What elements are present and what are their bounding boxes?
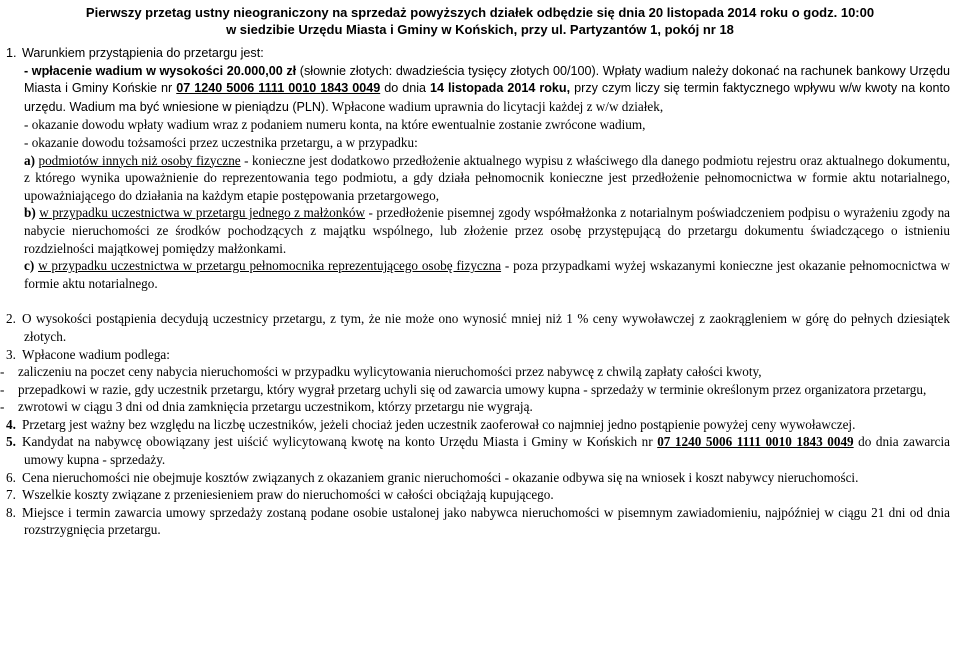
wadium-text-3: Wpłacone wadium uprawnia do licytacji każdej z w/w działek, [328, 98, 664, 114]
section-8 [0, 504, 960, 539]
item-b-text: - przedłożenie pisemnej zgody współmałżonka z notarialnym poświadczeniem podpisu o wyrażeniu zgody na nabycie nieruchomości ze środków pochodzących z majątku wspólnego, lub złożenie przez osobę przystępującą do przetargu dokumentu świadczącego o istnieniu rozdzielności majątkowej pomiędzy małżonkami. [24, 205, 951, 256]
section-4 [0, 416, 960, 434]
section-6-text: Cena nieruchomości nie obejmuje kosztów związanych z okazaniem granic nieruchomości - okazanie odbywa się na wniosek i koszt nabywcy nieruchomości. [22, 469, 859, 485]
item-a-underlined: podmiotów innych niż osoby fizyczne [38, 152, 241, 168]
item-c-underlined: w przypadku uczestnictwa w przetargu pełnomocnika reprezentującego osobę fizyczna [38, 258, 502, 274]
section-8-text: Miejsce i termin zawarcia umowy sprzedaży zostaną podane osobie ustalonej jako nabywca nieruchomości w pisemnym zawiadomieniu, najpóźniej w ciągu 21 dni od dnia rozstrzygnięcia przetargu. [22, 504, 950, 538]
section-8-number: 8. [6, 504, 16, 520]
item-b-underlined: w przypadku uczestnictwa w przetargu jednego z małżonków [39, 205, 366, 221]
section-1-title [0, 45, 960, 63]
dash-marker: - [0, 381, 5, 397]
section-6 [0, 469, 960, 487]
item-a-text: - konieczne jest dodatkowo przedłożenie aktualnego wypisu z właściwego dla danego podmiotu rejestru oraz aktualnego dokumentu, z którego wynika upoważnienie do reprezentowania tego podmiotu, a gdy działa pełnomocnik konieczne jest przedłożenie pełnomocnictwa w formie aktu notarialnego, upoważniającego do działania na każdym etapie postępowania przetargowego, [24, 152, 950, 203]
section-2-text: O wysokości postąpienia decydują uczestnicy przetargu, z tym, że nie może ono wynosić mniej niż 1 % ceny wywoławczej z zaokrągleniem w górę do pełnych dziesiątek złotych. [22, 311, 950, 344]
section-5-text: Kandydat na nabywcę obowiązany jest uiścić wylicytowaną kwotę na konto Urzędu Miasta i Gminy w Końskich nr [22, 434, 658, 450]
section-5-text-2: do dnia zawarcia umowy kupna - sprzedaży. [24, 434, 950, 468]
section-5-number: 5. [6, 434, 16, 450]
item-c-label: c) [24, 258, 35, 274]
item-a-label: a) [24, 152, 35, 168]
section-1-number: 1. [6, 46, 17, 60]
section-1-item-c [0, 257, 960, 292]
wadium-amount: - wpłacenie wadium w wysokości 20.000,00 zł [24, 63, 297, 78]
document-header [0, 4, 960, 38]
section-1-wadium [0, 63, 960, 117]
section-3-dash-1 [0, 363, 960, 381]
section-3-title [0, 346, 960, 364]
section-7-number: 7. [6, 487, 16, 503]
section-1-title-text: Warunkiem przystąpienia do przetargu jest: [22, 46, 264, 60]
section-1-dash-2: - okazanie dowodu wpłaty wadium wraz z podaniem numeru konta, na które ewentualnie zostanie zwrócone wadium, [24, 117, 646, 133]
section-3-dash-3-text: zwrotowi w ciągu 3 dni od dnia zamknięcia przetargu uczestnikom, którzy przetargu nie wygrają. [18, 399, 533, 415]
dash-marker: - [0, 399, 5, 415]
section-4-number: 4. [6, 416, 16, 432]
section-7-text: Wszelkie koszty związane z przeniesieniem praw do nieruchomości w całości obciążają kupującego. [22, 487, 554, 503]
section-5 [0, 433, 960, 468]
section-3-number: 3. [6, 346, 16, 362]
section-3-dash-2-text: przepadkowi w razie, gdy uczestnik przetargu, który wygrał przetarg uchyli się od zawarcia umowy kupna - sprzedaży w terminie określonym przez organizatora przetargu, [18, 381, 927, 397]
item-b-label: b) [24, 205, 36, 221]
spacer [0, 292, 960, 310]
section-6-number: 6. [6, 469, 16, 485]
section-3-title-text: Wpłacone wadium podlega: [22, 346, 170, 362]
section-2 [0, 310, 960, 345]
section-4-text: Przetarg jest ważny bez względu na liczbę uczestników, jeżeli chociaż jeden uczestnik zaoferował co najmniej jedno postąpienie powyżej ceny wywoławczej. [22, 416, 856, 432]
section-2-number: 2. [6, 311, 16, 327]
section-1-item-a [0, 152, 960, 205]
section-1-dash-3: - okazanie dowodu tożsamości przez uczestnika przetargu, a w przypadku: [24, 134, 418, 150]
wadium-deadline: 14 listopada 2014 roku, [430, 81, 571, 96]
section-5-account-number: 07 1240 5006 1111 0010 1843 0049 [657, 434, 854, 450]
bank-account-number: 07 1240 5006 1111 0010 1843 0049 [176, 81, 381, 96]
dash-marker: - [0, 364, 5, 380]
section-1-item-b [0, 204, 960, 257]
wadium-deadline-prefix: do dnia [380, 81, 431, 96]
section-3-dash-1-text: zaliczeniu na poczet ceny nabycia nieruchomości w przypadku wylicytowania nieruchomości przez nabywcę z chwilą zapłaty całości kwoty, [18, 364, 762, 380]
header-line-2: w siedzibie Urzędu Miasta i Gminy w Końskich, przy ul. Partyzantów 1, pokój nr 18 [226, 22, 734, 37]
section-7 [0, 486, 960, 504]
section-3-dash-2 [0, 381, 960, 399]
wadium-text-2: przy czym liczy się termin faktycznego wpływu w/w kwoty na konto urzędu. Wadium ma być wniesione w pieniądzu (PLN). [24, 81, 950, 114]
item-c-text: - poza przypadkami wyżej wskazanymi konieczne jest okazanie pełnomocnictwa w formie aktu notarialnego. [24, 258, 950, 291]
section-3-dash-3 [0, 398, 960, 416]
wadium-text: (słownie złotych: dwadzieścia tysięcy złotych 00/100). Wpłaty wadium należy dokonać na rachunek bankowy Urzędu Miasta i Gminy Końskie nr [24, 63, 950, 96]
header-line-1: Pierwszy przetag ustny nieograniczony na sprzedaż powyższych działek odbędzie się dnia 20 listopada 2014 roku o godz. 10:00 [85, 5, 875, 20]
